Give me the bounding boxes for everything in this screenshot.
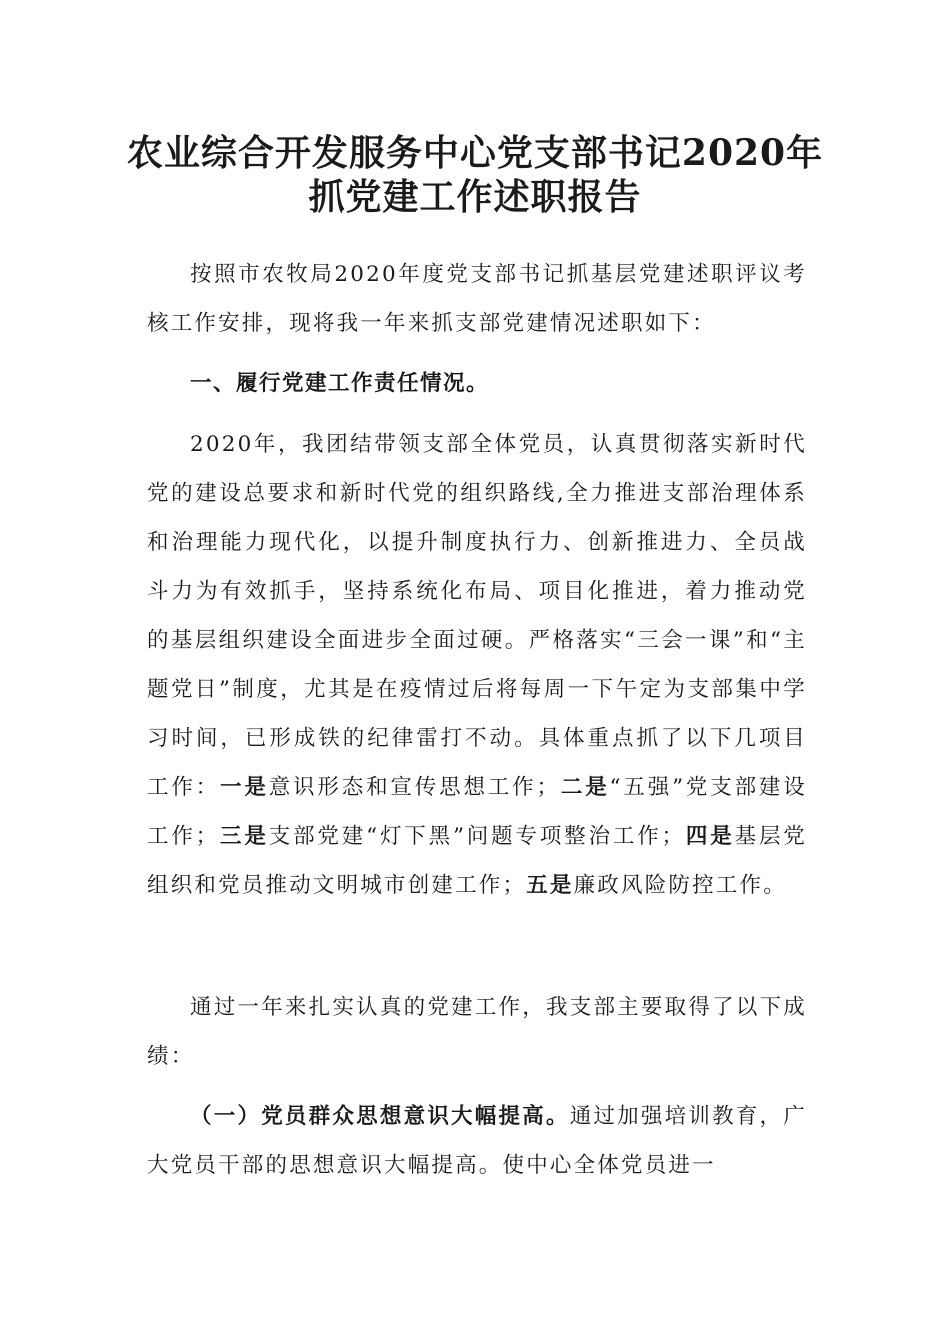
keyword-third: 三是 bbox=[219, 824, 269, 849]
item-third-text: 支部党建“灯下黑”问题专项整治工作； bbox=[268, 824, 686, 849]
item-first-text: 意识形态和宣传思想工作； bbox=[268, 775, 561, 800]
item-fourth-text: 基层党组织和党员推动文明城市创建工作； bbox=[147, 824, 807, 898]
keyword-first: 一是 bbox=[220, 775, 269, 800]
section-1-body: 2020年，我团结带领支部全体党员，认真贯彻落实新时代党的建设总要求和新时代党的组织路线,全力推进支部治理体系和治理能力现代化，以提升制度执行力、创新推进力、全员战斗力为有效抓手，坚持系统化布局、项目化推进，着力推动党的基层组织建设全面进步全面过硬。严格落实“三会一课”和“主题党日”制度，尤其是在疫情过后将每周一下午定为支部集中学习时间，已形成铁的纪律雷打不动。具体重点抓了以下几项目工作： bbox=[147, 432, 807, 800]
achievement-1-body: 通过加强培训教育，广大党员干部的思想意识大幅提高。使中心全体党员进一 bbox=[147, 1104, 807, 1178]
section-1-heading: 一、履行党建工作责任情况。 bbox=[190, 371, 490, 396]
intro-paragraph: 按照市农牧局2020年度党支部书记抓基层党建述职评议考核工作安排，现将我一年来抓支部党建情况述职如下： bbox=[147, 262, 807, 336]
achievement-1-paragraph bbox=[147, 1092, 807, 1190]
item-second-text: “五强”党支部建设工作； bbox=[147, 775, 807, 849]
item-fifth-text: 廉政风险防控工作。 bbox=[573, 873, 787, 898]
section-1-paragraph bbox=[147, 420, 807, 910]
document-title-line-2: 抓党建工作述职报告 bbox=[308, 176, 642, 218]
achievements-intro-paragraph: 通过一年来扎实认真的党建工作，我支部主要取得了以下成绩： bbox=[147, 995, 807, 1069]
keyword-second: 二是 bbox=[560, 775, 610, 800]
document-title-line-1: 农业综合开发服务中心党支部书记2020年 bbox=[126, 132, 824, 174]
achievement-1-heading: （一）党员群众思想意识大幅提高。 bbox=[190, 1104, 570, 1129]
keyword-fifth: 五是 bbox=[526, 873, 574, 898]
keyword-fourth: 四是 bbox=[685, 824, 735, 849]
